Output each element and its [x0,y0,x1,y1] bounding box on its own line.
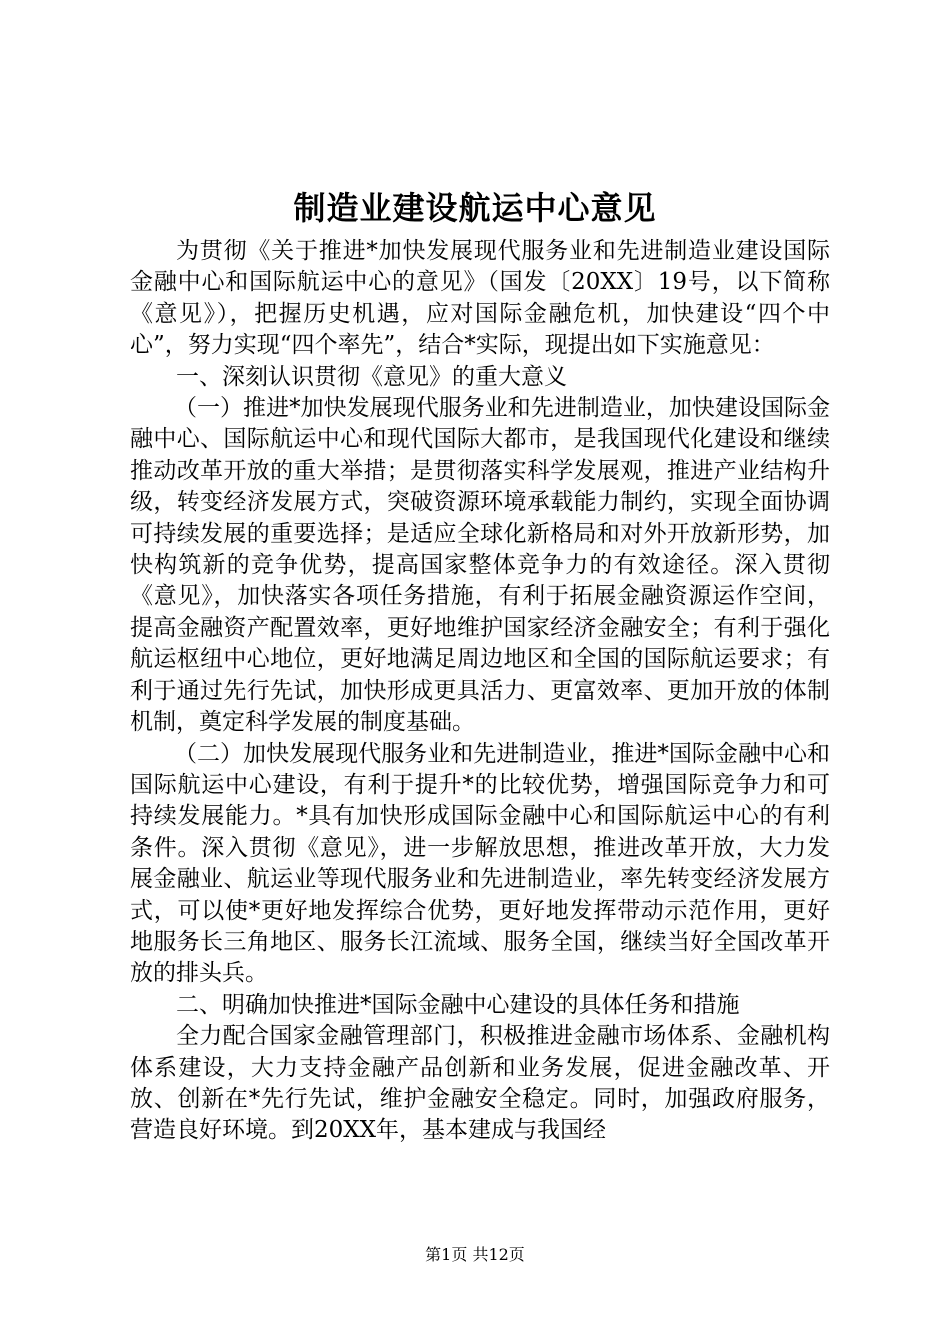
paragraph-item-2: （二）加快发展现代服务业和先进制造业，推进*国际金融中心和国际航运中心建设，有利于提升*的比较优势，增强国际竞争力和可持续发展能力。*具有加快形成国际金融中心和国际航运中心的有利条件。深入贯彻《意见》，进一步解放思想，推进改革开放，大力发展金融业、航运业等现代服务业和先进制造业，率先转变经济发展方式，可以使*更好地发挥综合优势，更好地发挥带动示范作用，更好地服务长三角地区、服务长江流域、服务全国，继续当好全国改革开放的排头兵。 [130,740,830,987]
section-heading-2: 二、明确加快推进*国际金融中心建设的具体任务和措施 [176,991,740,1018]
paragraph-intro: 为贯彻《关于推进*加快发展现代服务业和先进制造业建设国际金融中心和国际航运中心的意见》（国发〔20XX〕19号，以下简称《意见》），把握历史机遇，应对国际金融危机，加快建设“四个中心”，努力实现“四个率先”，结合*实际，现提出如下实施意见： [130,238,830,359]
section-heading-1: 一、深刻认识贯彻《意见》的重大意义 [176,363,567,390]
paragraph-section-2: 全力配合国家金融管理部门，积极推进金融市场体系、金融机构体系建设，大力支持金融产品创新和业务发展，促进金融改革、开放、创新在*先行先试，维护金融安全稳定。同时，加强政府服务，营造良好环境。到20XX年，基本建成与我国经 [130,1023,830,1144]
paragraph-item-1: （一）推进*加快发展现代服务业和先进制造业，加快建设国际金融中心、国际航运中心和现代国际大都市，是我国现代化建设和继续推动改革开放的重大举措；是贯彻落实科学发展观，推进产业结构升级，转变经济发展方式，突破资源环境承载能力制约，实现全面协调可持续发展的重要选择；是适应全球化新格局和对外开放新形势，加快构筑新的竞争优势，提高国家整体竞争力的有效途径。深入贯彻《意见》，加快落实各项任务措施，有利于拓展金融资源运作空间，提高金融资产配置效率，更好地维护国家经济金融安全；有利于强化航运枢纽中心地位，更好地满足周边地区和全国的国际航运要求；有利于通过先行先试，加快形成更具活力、更富效率、更加开放的体制机制，奠定科学发展的制度基础。 [130,395,830,736]
document-title: 制造业建设航运中心意见 [293,189,657,227]
page-number-footer: 第1页 共12页 [425,1245,525,1264]
document-body [130,236,830,1147]
